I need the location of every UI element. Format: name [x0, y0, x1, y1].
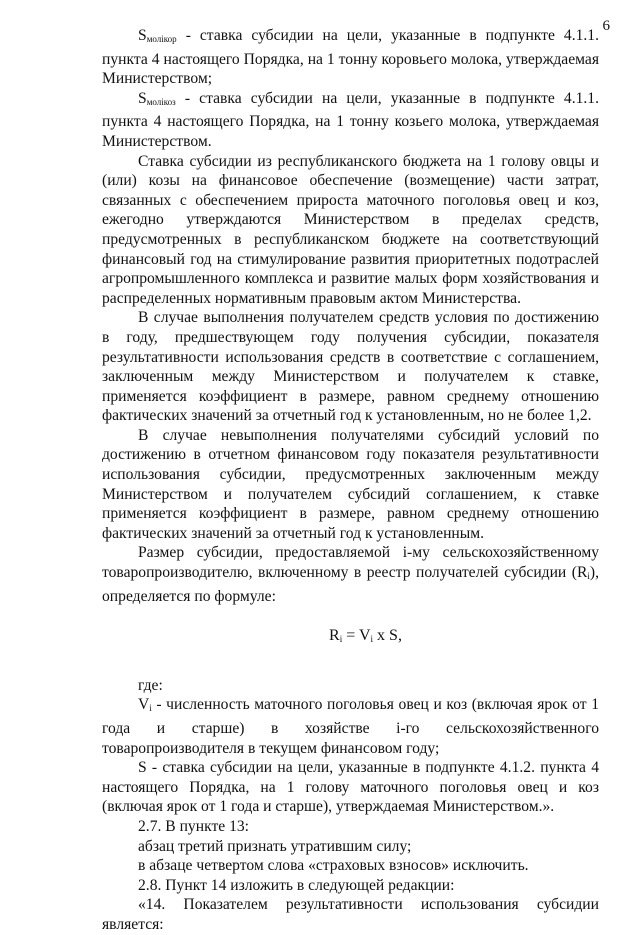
- item-2-8: 2.8. Пункт 14 изложить в следующей редакции:: [138, 876, 455, 894]
- item-2-7: 2.7. В пункте 13:: [138, 817, 250, 835]
- item-14: «14. Показателем результативности использования субсидии является:: [102, 896, 599, 933]
- document-body: [102, 26, 599, 935]
- paragraph-s-definition: S - ставка субсидии на цели, указанные в подпункте 4.1.2. пункта 4 настоящего Порядка, на 1 голову маточного поголовья овец и коз (включая ярок от 1 года и старше), утверждаемая Министерством.».: [102, 759, 599, 816]
- paragraph-milk-goat-rate: $S_{молікоз}$ - ставка субсидии на цели, указанные в подпункте 4.1.1. пункта 4 настоящего Порядка, на 1 тонну козьего молока, утверждаемая Министерством.: [102, 89, 600, 150]
- formula: $R_i = V_i$ x S,: [329, 627, 402, 645]
- paragraph-subsidy-rate: Ставка субсидии из республиканского бюджета на 1 голову овцы и (или) козы на финансовое обеспечение (возмещение) части затрат, связанных с обеспечением прироста маточного поголовья овец и коз, ежегодно утверждаются Министерством в пределах средств, предусмотренных в республиканском бюджете на соответствующий финансовый год на стимулирование развития приоритетных подотраслей агропромышленного комплекса и развитие малых форм хозяйствования и распределенных нормативным правовым актом Министерства.: [102, 152, 599, 307]
- page-number: 6: [602, 18, 610, 34]
- where-label: где:: [138, 676, 163, 694]
- paragraph-vi-definition: $V_i$ - численность маточного поголовья овец и коз (включая ярок от 1 года и старше) в хозяйстве i-го сельскохозяйственного товаропроизводителя в текущем финансовом году;: [102, 696, 599, 757]
- paragraph-subsidy-size: Размер субсидии, предоставляемой i-му сельскохозяйственному товаропроизводителю, включенному в реестр получателей субсидии $(R_i)$, определяется по формуле:: [102, 544, 599, 605]
- paragraph-coefficient-unfulfilled: В случае невыполнения получателями субсидий условий по достижению в отчетном финансовом году показателя результативности использования субсидии, предусмотренных заключенным между Министерством и получателем субсидий соглашением, к ставке применяется коэффициент в размере, равном среднему отношению фактических значений за отчетный год к установленным.: [102, 426, 599, 542]
- item-2-7-b: в абзаце четвертом слова «страховых взносов» исключить.: [138, 857, 529, 875]
- paragraph-coefficient-fulfilled: В случае выполнения получателем средств условия по достижению в году, предшествующем году получения субсидии, показателя результативности использования средств в соответствие с соглашением, заключенным между Министерством и получателем к ставке, применяется коэффициент в размере, равном среднему отношению фактических значений за отчетный год к установленным, но не более 1,2.: [102, 309, 599, 425]
- paragraph-milk-cow-rate: $S_{молікор}$ - ставка субсидии на цели, указанные в подпункте 4.1.1. пункта 4 настоящего Порядка, на 1 тонну коровьего молока, утверждаемая Министерством;: [102, 27, 599, 88]
- item-2-7-a: абзац третий признать утратившим силу;: [138, 837, 412, 855]
